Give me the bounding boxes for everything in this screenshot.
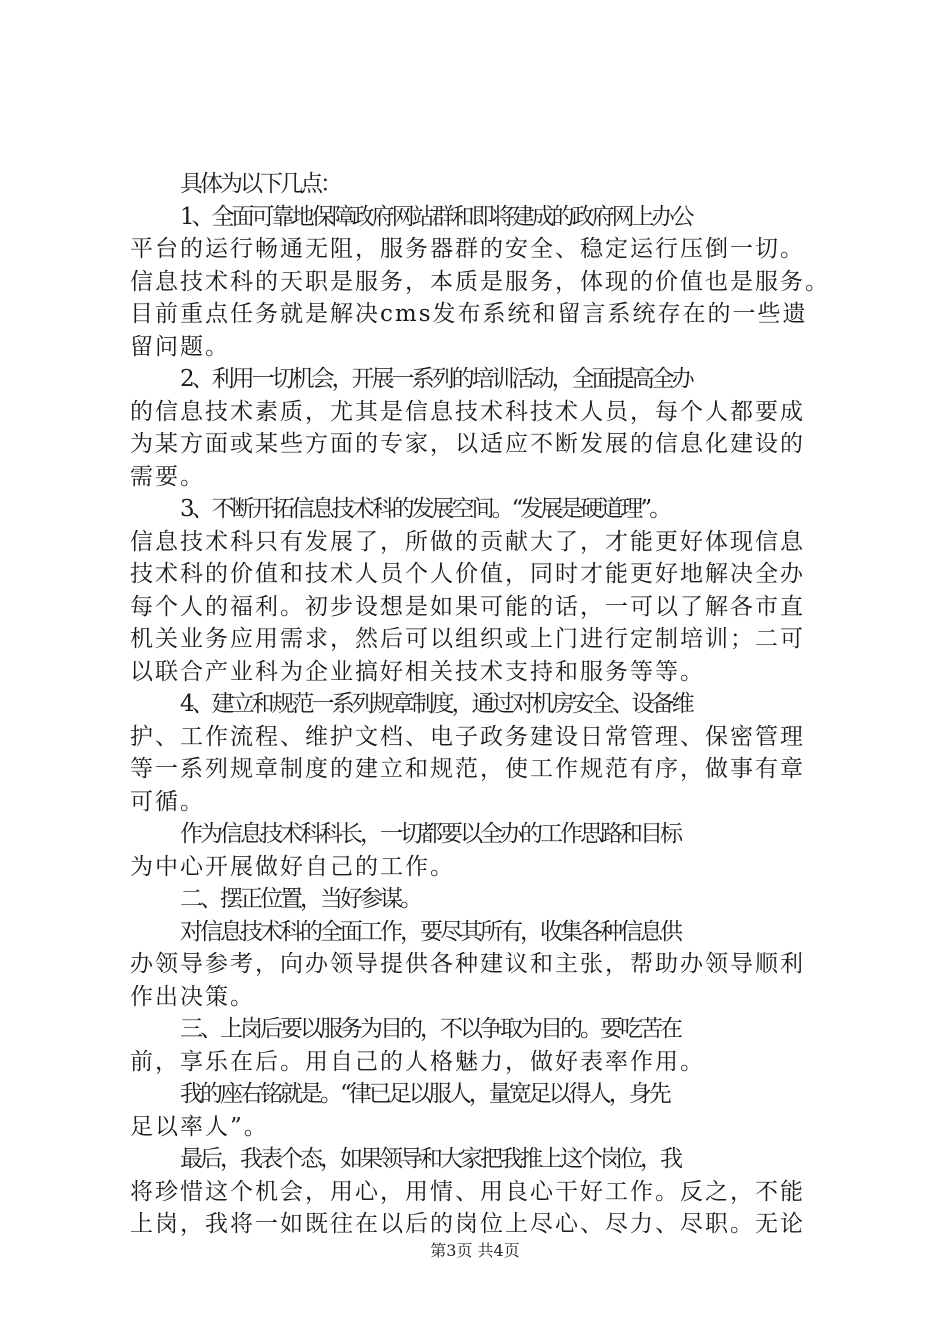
text-line: 为中心开展做好自己的工作。 bbox=[130, 853, 455, 880]
text-line: 信息技术科只有发展了，所做的贡献大了，才能更好体现信息 bbox=[130, 528, 805, 555]
text-line: 将珍惜这个机会，用心，用情、用良心干好工作。反之，不能 bbox=[130, 1178, 805, 1205]
text-line: 留问题。 bbox=[130, 333, 230, 360]
text-line: 作出决策。 bbox=[130, 983, 255, 1010]
text-line: 目前重点任务就是解决cms发布系统和留言系统存在的一些遗 bbox=[130, 301, 808, 327]
text-line: 作为信息技术科科长，一切都要以全办的工作思路和目标 bbox=[180, 821, 680, 847]
text-line: 等一系列规章制度的建立和规范，使工作规范有序，做事有章 bbox=[130, 756, 805, 782]
text-line: 1、全面可靠地保障政府网站群和即将建成的政府网上办公 bbox=[180, 203, 692, 230]
text-line: 平台的运行畅通无阻，服务器群的安全、稳定运行压倒一切。 bbox=[130, 236, 805, 262]
document-body bbox=[130, 168, 830, 1241]
text-line: 每个人的福利。初步设想是如果可能的话，一可以了解各市直 bbox=[130, 593, 805, 620]
text-line: 上岗，我将一如既往在以后的岗位上尽心、尽力、尽职。无论 bbox=[130, 1211, 805, 1237]
page-footer: 第3页 共4页 bbox=[430, 1241, 520, 1260]
text-line: 办领导参考，向办领导提供各种建议和主张，帮助办领导顺利 bbox=[130, 951, 805, 977]
text-line: 4、建立和规范一系列规章制度，通过对机房安全、设备维 bbox=[180, 691, 692, 717]
text-line: 技术科的价值和技术人员个人价值，同时才能更好地解决全办 bbox=[130, 561, 805, 587]
text-line: 可循。 bbox=[130, 788, 205, 815]
text-line: 足以率人”。 bbox=[130, 1113, 269, 1140]
text-line: 具体为以下几点： bbox=[180, 171, 340, 197]
text-line: 三、上岗后要以服务为目的，不以争取为目的。要吃苦在 bbox=[180, 1016, 680, 1042]
text-line: 需要。 bbox=[130, 463, 205, 490]
text-line: 护、工作流程、维护文档、电子政务建设日常管理、保密管理 bbox=[130, 723, 805, 750]
text-line: 2、利用一切机会，开展一系列的培训活动，全面提高全办 bbox=[180, 366, 692, 392]
text-line: 机关业务应用需求，然后可以组织或上门进行定制培训；二可 bbox=[130, 626, 805, 652]
text-line: 3、不断开拓信息技术科的发展空间。“发展是硬道理”。 bbox=[180, 496, 670, 522]
text-line: 的信息技术素质，尤其是信息技术科技术人员，每个人都要成 bbox=[130, 398, 805, 425]
text-line: 以联合产业科为企业搞好相关技术支持和服务等等。 bbox=[130, 658, 705, 685]
text-line: 为某方面或某些方面的专家，以适应不断发展的信息化建设的 bbox=[130, 431, 805, 457]
text-line: 对信息技术科的全面工作，要尽其所有，收集各种信息供 bbox=[180, 918, 680, 945]
text-line: 二、摆正位置，当好参谋。 bbox=[180, 886, 420, 912]
text-line: 最后，我表个态，如果领导和大家把我推上这个岗位，我 bbox=[180, 1146, 680, 1172]
text-line: 信息技术科的天职是服务，本质是服务，体现的价值也是服务。 bbox=[130, 268, 830, 295]
text-line: 前，享乐在后。用自己的人格魅力，做好表率作用。 bbox=[130, 1048, 705, 1075]
text-line: 我的座右铭就是。“律已足以服人，量宽足以得人，身先 bbox=[180, 1081, 669, 1107]
